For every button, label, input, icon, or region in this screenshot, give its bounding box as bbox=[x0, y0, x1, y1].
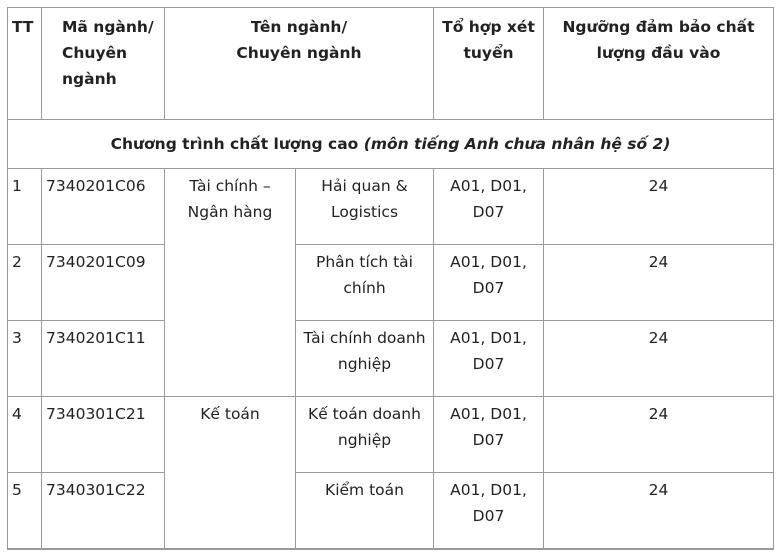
group-name-line: Ngân hàng bbox=[187, 203, 273, 221]
header-row bbox=[8, 8, 774, 120]
to-hop-line: A01, D01, bbox=[450, 405, 527, 423]
section-title bbox=[8, 120, 774, 169]
row-to-hop bbox=[434, 245, 544, 321]
header-tt: TT bbox=[8, 8, 42, 120]
chuyen-nganh-line: chính bbox=[343, 279, 386, 297]
chuyen-nganh-line: Hải quan & bbox=[321, 177, 408, 195]
table-continuation-row bbox=[8, 549, 774, 550]
row-tt: 1 bbox=[8, 169, 42, 245]
header-nguong bbox=[544, 8, 774, 120]
row-ma: 7340201C11 bbox=[42, 321, 165, 397]
row-tt: 5 bbox=[8, 473, 42, 549]
row-chuyen-nganh bbox=[296, 245, 434, 321]
row-tt: 4 bbox=[8, 397, 42, 473]
row-ma: 7340301C22 bbox=[42, 473, 165, 549]
row-ma: 7340201C09 bbox=[42, 245, 165, 321]
to-hop-line: A01, D01, bbox=[450, 177, 527, 195]
section-note: (môn tiếng Anh chưa nhân hệ số 2) bbox=[363, 135, 671, 153]
to-hop-line: A01, D01, bbox=[450, 481, 527, 499]
to-hop-line: A01, D01, bbox=[450, 329, 527, 347]
row-nguong: 24 bbox=[544, 321, 774, 397]
row-to-hop bbox=[434, 397, 544, 473]
row-nguong: 24 bbox=[544, 169, 774, 245]
chuyen-nganh-line: Kế toán doanh bbox=[308, 405, 421, 423]
row-to-hop bbox=[434, 473, 544, 549]
to-hop-line: D07 bbox=[472, 507, 505, 525]
row-ma: 7340301C21 bbox=[42, 397, 165, 473]
group-name bbox=[165, 397, 296, 549]
header-ma-line: Chuyên bbox=[62, 44, 128, 62]
row-ma: 7340201C06 bbox=[42, 169, 165, 245]
chuyen-nganh-line: Kiểm toán bbox=[325, 481, 404, 499]
header-ten-nganh bbox=[165, 8, 434, 120]
section-row bbox=[8, 120, 774, 169]
to-hop-line: D07 bbox=[472, 203, 505, 221]
header-nguong-line: lượng đầu vào bbox=[596, 44, 721, 62]
chuyen-nganh-line: nghiệp bbox=[337, 355, 392, 373]
table-row bbox=[8, 321, 774, 397]
row-tt: 3 bbox=[8, 321, 42, 397]
table-continuation-cell bbox=[8, 549, 774, 550]
to-hop-line: A01, D01, bbox=[450, 253, 527, 271]
chuyen-nganh-line: nghiệp bbox=[337, 431, 392, 449]
header-ma-line: Mã ngành/ bbox=[62, 18, 154, 36]
chuyen-nganh-line: Logistics bbox=[330, 203, 399, 221]
header-ten-line: Chuyên ngành bbox=[236, 44, 362, 62]
header-tohop-line: Tổ hợp xét bbox=[442, 18, 535, 36]
row-to-hop bbox=[434, 321, 544, 397]
table-row bbox=[8, 169, 774, 245]
to-hop-line: D07 bbox=[472, 279, 505, 297]
header-ma-line: ngành bbox=[62, 70, 117, 88]
group-name bbox=[165, 169, 296, 397]
table-row bbox=[8, 397, 774, 473]
group-name-line: Tài chính – bbox=[189, 177, 271, 195]
header-tohop-line: tuyển bbox=[463, 44, 514, 62]
header-nguong-line: Ngưỡng đảm bảo chất bbox=[562, 18, 755, 36]
to-hop-line: D07 bbox=[472, 431, 505, 449]
chuyen-nganh-line: Phân tích tài bbox=[316, 253, 413, 271]
row-nguong: 24 bbox=[544, 473, 774, 549]
row-chuyen-nganh bbox=[296, 473, 434, 549]
row-chuyen-nganh bbox=[296, 169, 434, 245]
header-ten-line: Tên ngành/ bbox=[250, 18, 348, 36]
section-title-text: Chương trình chất lượng cao bbox=[110, 135, 359, 153]
row-to-hop bbox=[434, 169, 544, 245]
row-chuyen-nganh bbox=[296, 321, 434, 397]
chuyen-nganh-line: Tài chính doanh bbox=[303, 329, 426, 347]
row-tt: 2 bbox=[8, 245, 42, 321]
row-nguong: 24 bbox=[544, 397, 774, 473]
group-name-line: Kế toán bbox=[200, 405, 260, 423]
header-ma-nganh bbox=[42, 8, 165, 120]
table-row bbox=[8, 245, 774, 321]
to-hop-line: D07 bbox=[472, 355, 505, 373]
header-to-hop bbox=[434, 8, 544, 120]
table-row bbox=[8, 473, 774, 549]
row-nguong: 24 bbox=[544, 245, 774, 321]
row-chuyen-nganh bbox=[296, 397, 434, 473]
admission-table bbox=[7, 7, 774, 550]
